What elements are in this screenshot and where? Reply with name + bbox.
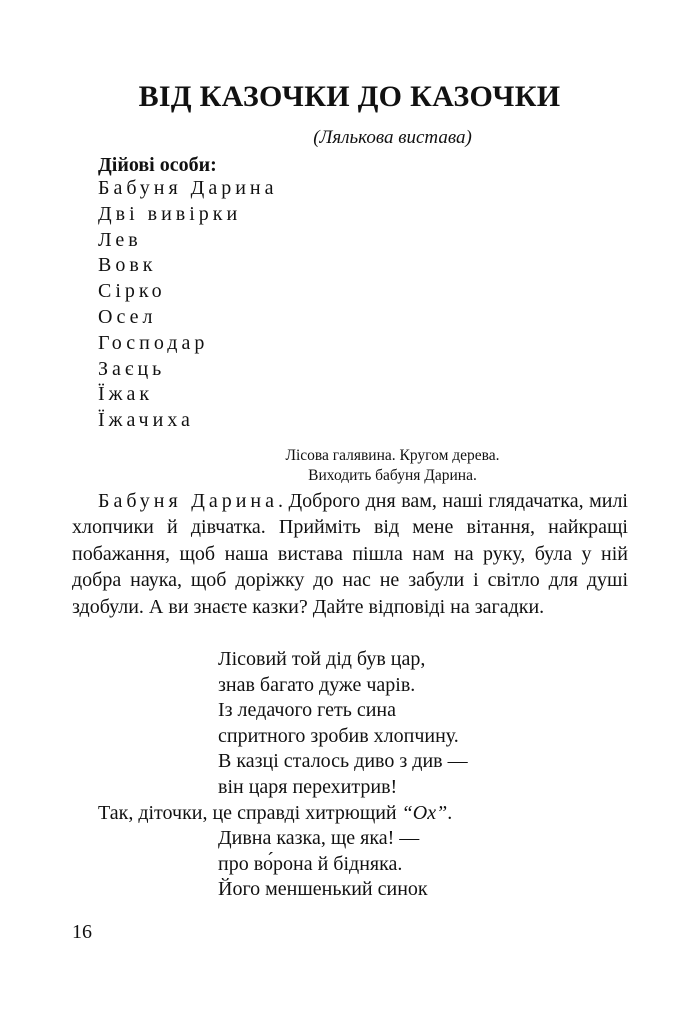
answer-word: “Ох” xyxy=(401,802,448,824)
cast-item: Осел xyxy=(98,305,157,328)
cast-item: Дві вивірки xyxy=(98,202,242,225)
speaker-name: Бабуня Дарина xyxy=(98,490,279,512)
cast-item: Їжачиха xyxy=(98,409,194,432)
answer-end: . xyxy=(447,802,453,824)
cast-item: Сірко xyxy=(98,280,166,303)
cast-item: Заєць xyxy=(98,357,166,380)
speech-paragraph xyxy=(72,488,628,620)
cast-item: Лев xyxy=(98,228,142,251)
speech-text: . Доброго дня вам, наші глядачатка, милі хлопчики й дівчатка. Прийміть від мене вітання, найкращі побажання, щоб наша вистава пішла нам на руку, була у ній добра наука, щоб доріжку до нас не забули і світло для душі здобули. А ви знаєте казки? Дайте відповіді на загадки. xyxy=(72,490,628,618)
answer-line xyxy=(98,800,452,826)
verse-line: Лісовий той дід був цар, xyxy=(218,648,426,670)
verse-line: Із ледачого геть сина xyxy=(218,699,397,722)
verse-line: Дивна казка, ще яка! — xyxy=(218,827,420,849)
stage-direction-line: Виходить бабуня Дарина. xyxy=(308,467,477,484)
verse-line: В казці сталось диво з див — xyxy=(218,750,468,773)
verse-line: про во́рона й бідняка. xyxy=(218,852,403,875)
verse-line: Його меншенький синок xyxy=(218,878,428,901)
cast-list xyxy=(98,176,277,434)
subtitle: (Лялькова вистава) xyxy=(313,127,472,148)
answer-text: Так, діточки, це справді хитрющий xyxy=(98,802,402,824)
cast-item: Бабуня Дарина xyxy=(98,177,278,199)
verse-line: знав багато дуже чарів. xyxy=(218,673,416,696)
verse-line: він царя перехитрив! xyxy=(218,775,398,798)
verse-block xyxy=(218,826,428,903)
cast-heading: Дійові особи: xyxy=(98,154,217,176)
cast-item: Господар xyxy=(98,331,209,354)
verse-line: спритного зробив хлопчину. xyxy=(218,724,459,747)
cast-item: Вовк xyxy=(98,254,157,277)
stage-direction xyxy=(0,446,699,486)
cast-item: Їжак xyxy=(98,383,154,406)
page-number: 16 xyxy=(72,921,92,943)
page-title: ВІД КАЗОЧКИ ДО КАЗОЧКИ xyxy=(138,80,561,113)
verse-block xyxy=(218,647,468,801)
stage-direction-line: Лісова галявина. Кругом дерева. xyxy=(285,447,500,464)
